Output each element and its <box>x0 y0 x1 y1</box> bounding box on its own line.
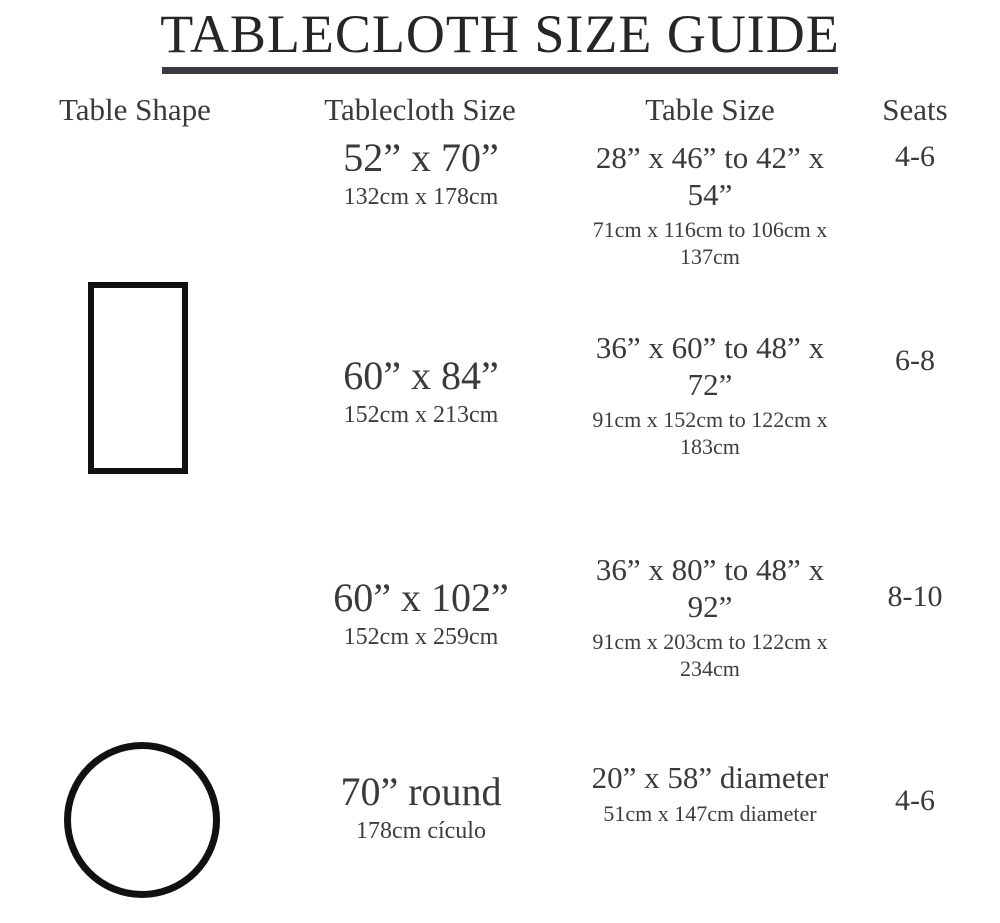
table-size-inches: 28” x 46” to 42” x 54” <box>595 140 825 212</box>
table-size-cm: 71cm x 116cm to 106cm x 137cm <box>592 217 828 269</box>
cell-tablecloth-size <box>268 770 574 846</box>
tablecloth-size-inches: 70” round <box>340 769 502 814</box>
cell-table-size <box>578 552 842 682</box>
column-header-seats: Seats <box>882 92 948 127</box>
seats-value: 4-6 <box>895 784 935 817</box>
cell-seats <box>845 344 985 378</box>
table-size-inches: 36” x 60” to 48” x 72” <box>595 330 825 402</box>
cell-tablecloth-size <box>268 576 574 652</box>
table-size-cm: 51cm x 147cm diameter <box>603 800 817 826</box>
table-column-headers <box>0 92 1000 134</box>
table-size-cm: 91cm x 152cm to 122cm x 183cm <box>592 407 828 459</box>
tablecloth-size-cm: 152cm x 213cm <box>343 401 499 428</box>
column-header-tablecloth-size: Tablecloth Size <box>324 92 516 127</box>
table-size-cm: 91cm x 203cm to 122cm x 234cm <box>592 629 828 681</box>
page-header <box>0 6 1000 74</box>
cell-seats <box>845 580 985 614</box>
rectangle-table-icon <box>88 282 188 474</box>
tablecloth-size-cm: 152cm x 259cm <box>343 623 499 650</box>
column-header-table-shape: Table Shape <box>59 92 211 127</box>
table-size-inches: 20” x 58” diameter <box>591 760 829 795</box>
page-title: TABLECLOTH SIZE GUIDE <box>160 4 840 64</box>
cell-table-size <box>578 330 842 460</box>
cell-tablecloth-size <box>268 354 574 430</box>
cell-table-size <box>578 760 842 827</box>
tablecloth-size-cm: 132cm x 178cm <box>343 183 499 210</box>
tablecloth-size-inches: 60” x 84” <box>343 353 499 398</box>
tablecloth-size-inches: 60” x 102” <box>333 575 509 620</box>
column-header-table-size: Table Size <box>645 92 775 127</box>
seats-value: 6-8 <box>895 344 935 377</box>
cell-seats <box>845 140 985 174</box>
tablecloth-size-inches: 52” x 70” <box>343 135 499 180</box>
round-table-icon <box>64 742 220 898</box>
table-size-inches: 36” x 80” to 48” x 92” <box>595 552 825 624</box>
title-underline-rule <box>162 67 838 74</box>
seats-value: 8-10 <box>887 580 943 613</box>
cell-tablecloth-size <box>268 136 574 212</box>
seats-value: 4-6 <box>895 140 935 173</box>
tablecloth-size-cm: 178cm cículo <box>356 817 486 844</box>
cell-table-size <box>578 140 842 270</box>
cell-seats <box>845 784 985 818</box>
